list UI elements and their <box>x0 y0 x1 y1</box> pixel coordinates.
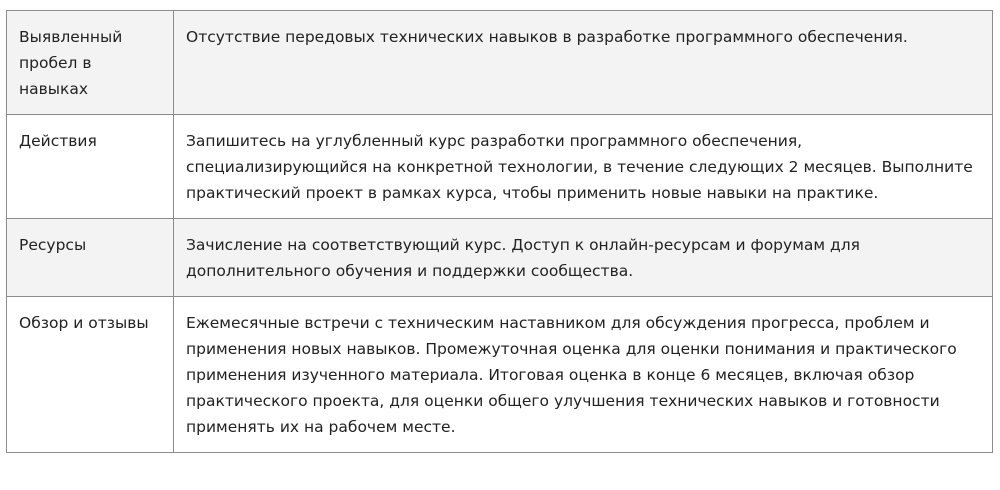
development-plan-table <box>6 10 993 453</box>
table-row-actions <box>7 115 993 219</box>
row-label-resources: Ресурсы <box>7 219 174 297</box>
row-label-skill-gap: Выявленный пробел в навыках <box>7 11 174 115</box>
table-row-resources <box>7 219 993 297</box>
table-row-review <box>7 297 993 453</box>
row-label-actions: Действия <box>7 115 174 219</box>
row-text-resources: Зачисление на соответствующий курс. Доступ к онлайн-ресурсам и форумам для дополнительного обучения и поддержки сообщества. <box>174 219 993 297</box>
row-label-review: Обзор и отзывы <box>7 297 174 453</box>
plan-table-container <box>6 10 992 453</box>
table-row-skill-gap <box>7 11 993 115</box>
row-text-skill-gap: Отсутствие передовых технических навыков в разработке программного обеспечения. <box>174 11 993 115</box>
row-text-actions: Запишитесь на углубленный курс разработки программного обеспечения, специализирующийся на конкретной технологии, в течение следующих 2 месяцев. Выполните практический проект в рамках курса, чтобы применить новые навыки на практике. <box>174 115 993 219</box>
row-text-review: Ежемесячные встречи с техническим наставником для обсуждения прогресса, проблем и применения новых навыков. Промежуточная оценка для оценки понимания и практического применения изученного материала. Итоговая оценка в конце 6 месяцев, включая обзор практического проекта, для оценки общего улучшения технических навыков и готовности применять их на рабочем месте. <box>174 297 993 453</box>
